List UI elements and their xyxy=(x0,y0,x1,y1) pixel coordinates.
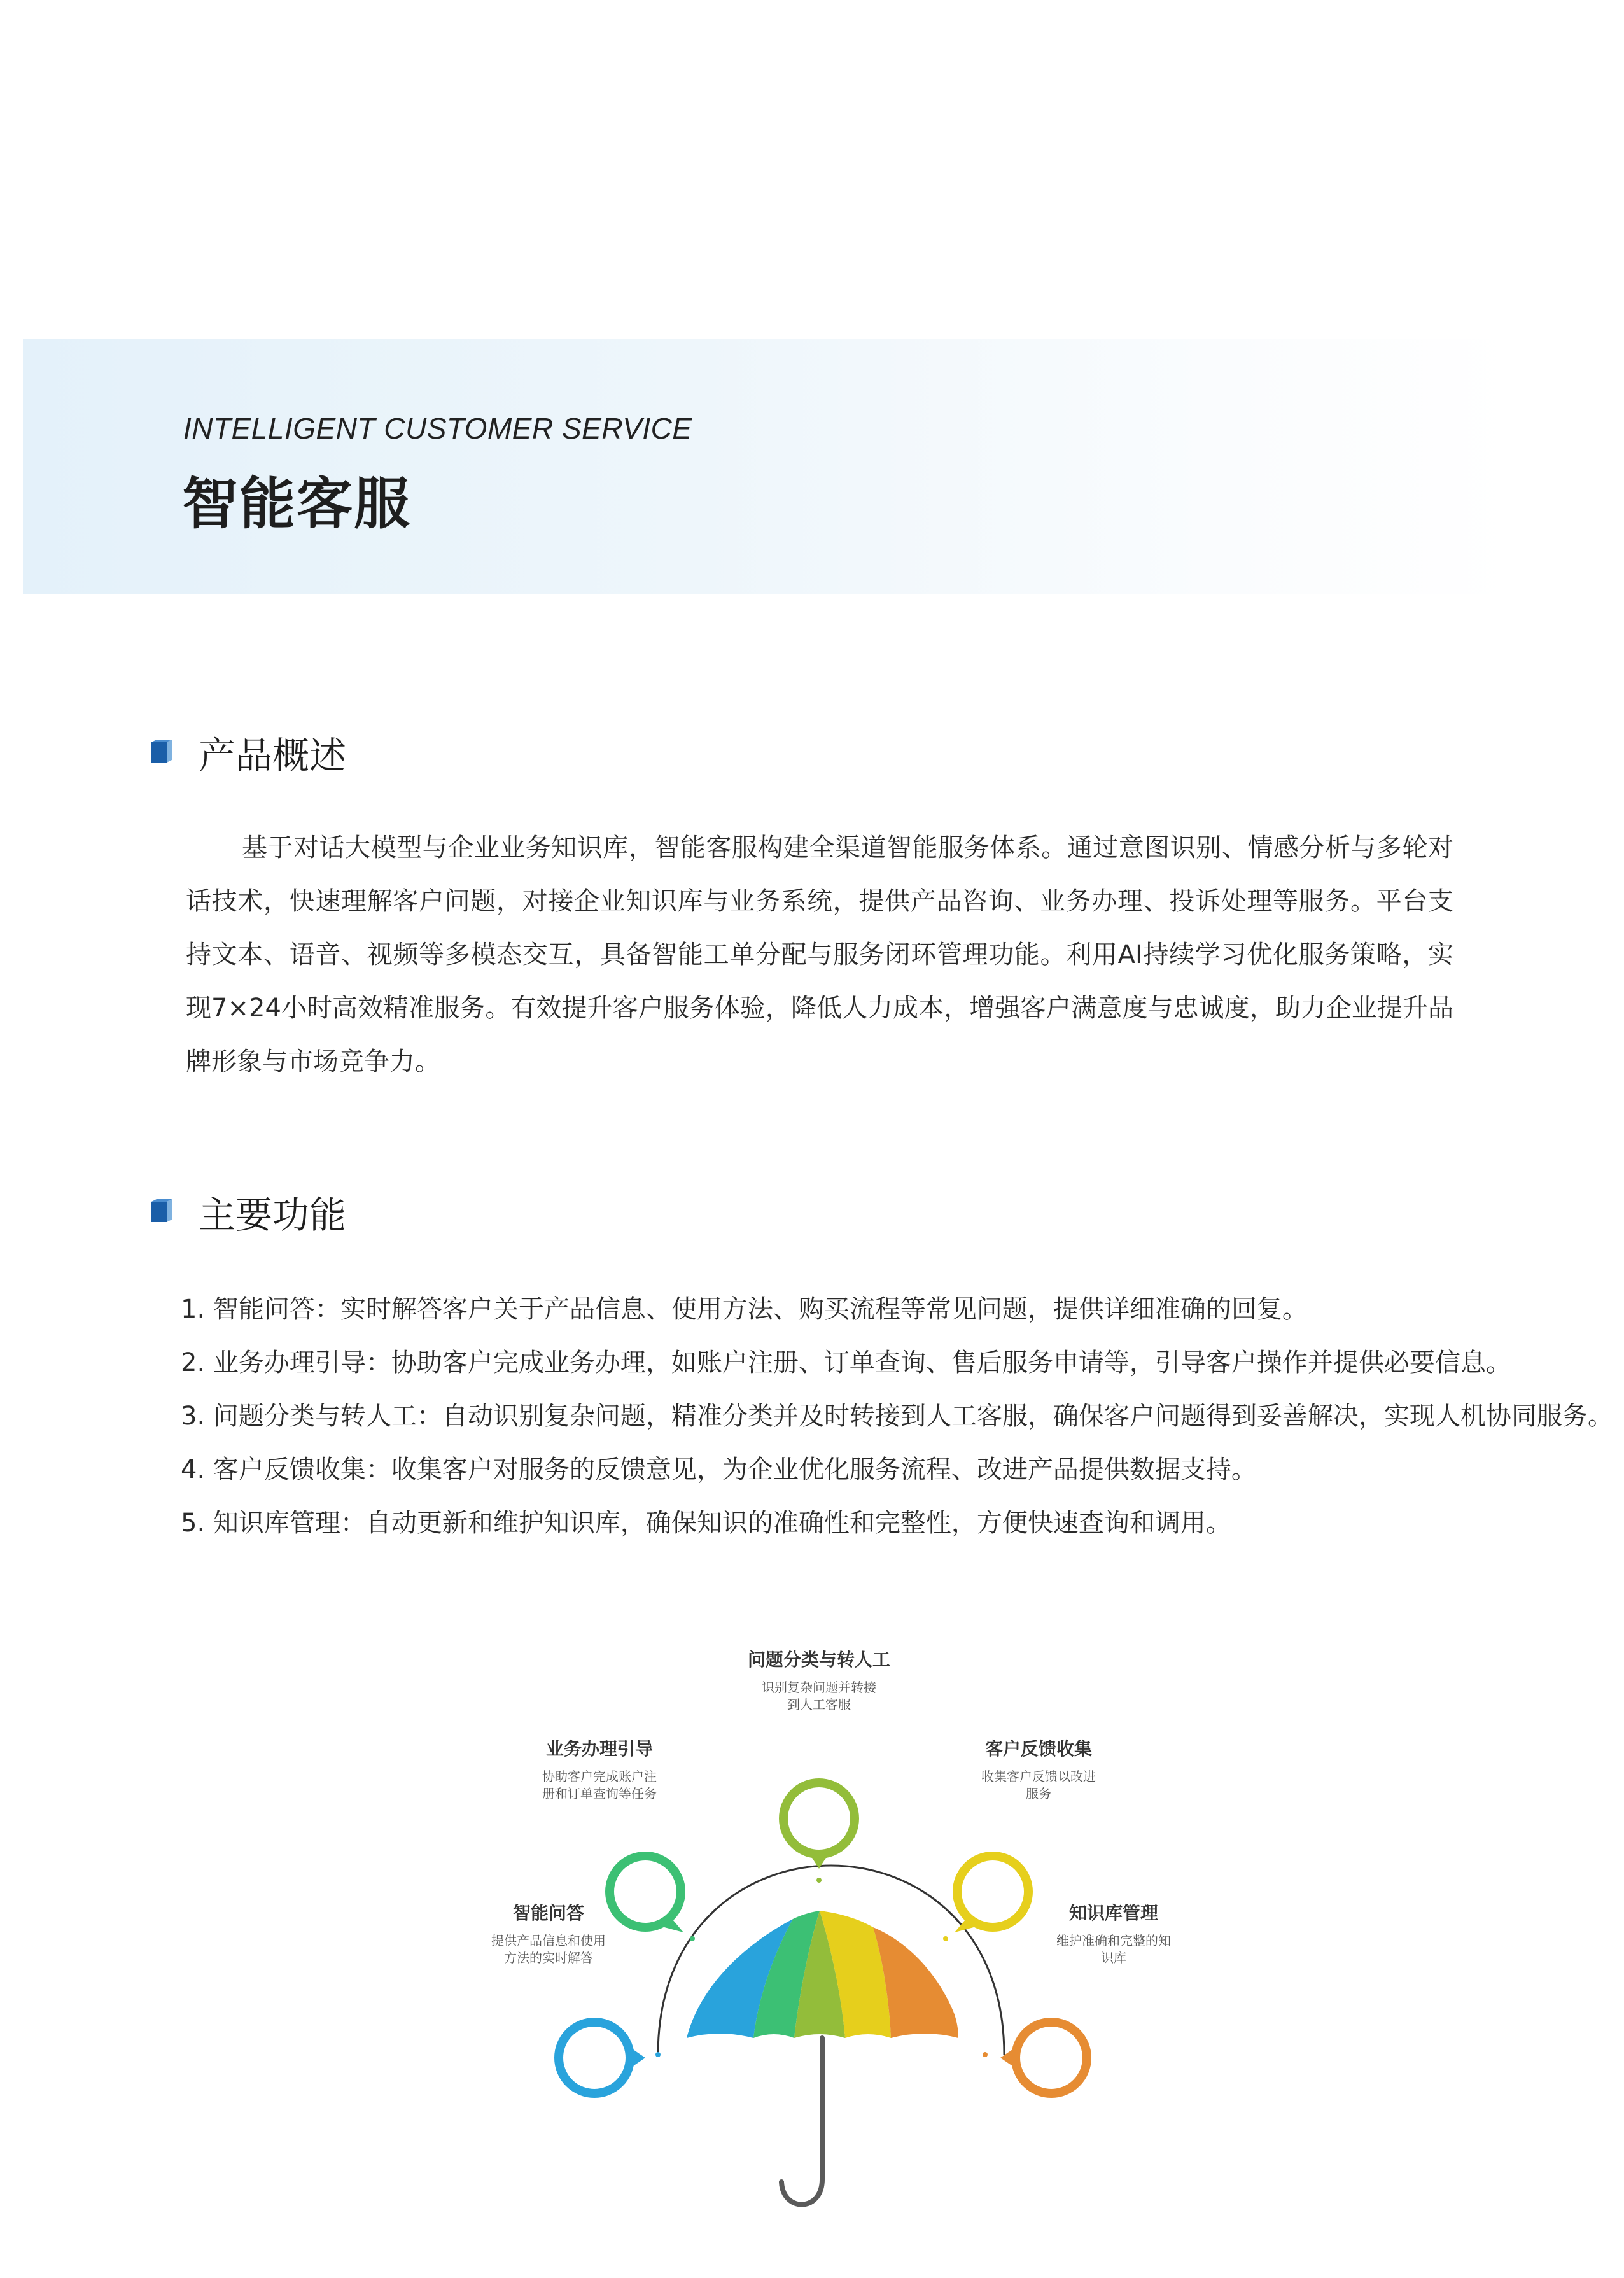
feature-item: 3. 问题分类与转人工：自动识别复杂问题，精准分类并及时转接到人工客服，确保客户问题得到妥善解决，实现人机协同服务。 xyxy=(181,1402,1613,1431)
label-desc: 服务 xyxy=(1026,1786,1051,1801)
arc-dot xyxy=(690,1936,695,1941)
diagram-label xyxy=(491,1736,708,1803)
label-desc: 册和订单查询等任务 xyxy=(542,1786,657,1801)
section-bullet-icon xyxy=(151,740,172,763)
canopy-panel xyxy=(820,1911,891,2038)
bubble-icon xyxy=(559,2022,645,2093)
label-title: 业务办理引导 xyxy=(545,1738,653,1759)
feature-item: 5. 知识库管理：自动更新和维护知识库，确保知识的准确性和完整性，方便快速查询和调用。 xyxy=(181,1508,1231,1538)
feature-list xyxy=(181,1283,1613,1550)
label-desc: 方法的实时解答 xyxy=(504,1950,593,1965)
label-desc: 协助客户完成账户注 xyxy=(542,1769,657,1784)
banner-subtitle-en: INTELLIGENT CUSTOMER SERVICE xyxy=(183,412,692,445)
section-bullet-icon xyxy=(151,1199,172,1222)
canopy-edge xyxy=(687,2034,958,2038)
diagram-label xyxy=(711,1647,927,1713)
arc-dot xyxy=(816,1878,822,1883)
feature-item: 2. 业务办理引导：协助客户完成业务办理，如账户注册、订单查询、售后服务申请等，引导客户操作并提供必要信息。 xyxy=(181,1348,1511,1377)
label-title: 问题分类与转人工 xyxy=(747,1649,890,1670)
label-title: 智能问答 xyxy=(512,1902,584,1923)
label-desc: 识库 xyxy=(1101,1950,1126,1965)
umbrella-handle xyxy=(781,2038,822,2205)
overview-paragraph: 基于对话大模型与企业业务知识库，智能客服构建全渠道智能服务体系。通过意图识别、情感分析与多轮对话技术，快速理解客户问题，对接企业知识库与业务系统，提供产品咨询、业务办理、投诉处理等服务。平台支持文本、语音、视频等多模态交互，具备智能工单分配与服务闭环管理功能。利用AI持续学习优化服务策略，实现7×24小时高效精准服务。有效提升客户服务体验，降低人力成本，增强客户满意度与忠诚度，助力企业提升品牌形象与市场竞争力。 xyxy=(186,833,1453,1076)
label-desc: 到人工客服 xyxy=(787,1697,851,1712)
bubble-icon xyxy=(1000,2022,1087,2093)
banner-title: 智能客服 xyxy=(182,471,412,537)
diagram-label xyxy=(1005,1901,1222,1967)
diagram-label xyxy=(440,1901,657,1967)
arc-dot xyxy=(943,1936,948,1941)
feature-item: 4. 客户反馈收集：收集客户对服务的反馈意见，为企业优化服务流程、改进产品提供数据支持。 xyxy=(181,1455,1257,1484)
canopy-panel xyxy=(873,1927,958,2038)
label-desc: 收集客户反馈以改进 xyxy=(981,1769,1096,1784)
canopy-panel xyxy=(753,1911,820,2038)
arc-dot xyxy=(983,2052,988,2057)
canopy-panel xyxy=(794,1911,845,2038)
diagram-label xyxy=(930,1736,1147,1803)
section-title: 主要功能 xyxy=(199,1193,347,1237)
bubble-icon xyxy=(783,1783,855,1869)
label-desc: 提供产品信息和使用 xyxy=(491,1933,606,1948)
arc-dot xyxy=(655,2052,661,2057)
canopy-panel xyxy=(687,1919,793,2038)
label-desc: 识别复杂问题并转接 xyxy=(762,1680,876,1695)
section-title: 产品概述 xyxy=(199,734,347,777)
label-title: 知识库管理 xyxy=(1068,1902,1158,1923)
label-desc: 维护准确和完整的知 xyxy=(1056,1933,1171,1948)
feature-item: 1. 智能问答：实时解答客户关于产品信息、使用方法、购买流程等常见问题，提供详细准确的回复。 xyxy=(181,1295,1308,1324)
outer-arc xyxy=(658,1866,1004,2055)
label-title: 客户反馈收集 xyxy=(984,1738,1092,1759)
